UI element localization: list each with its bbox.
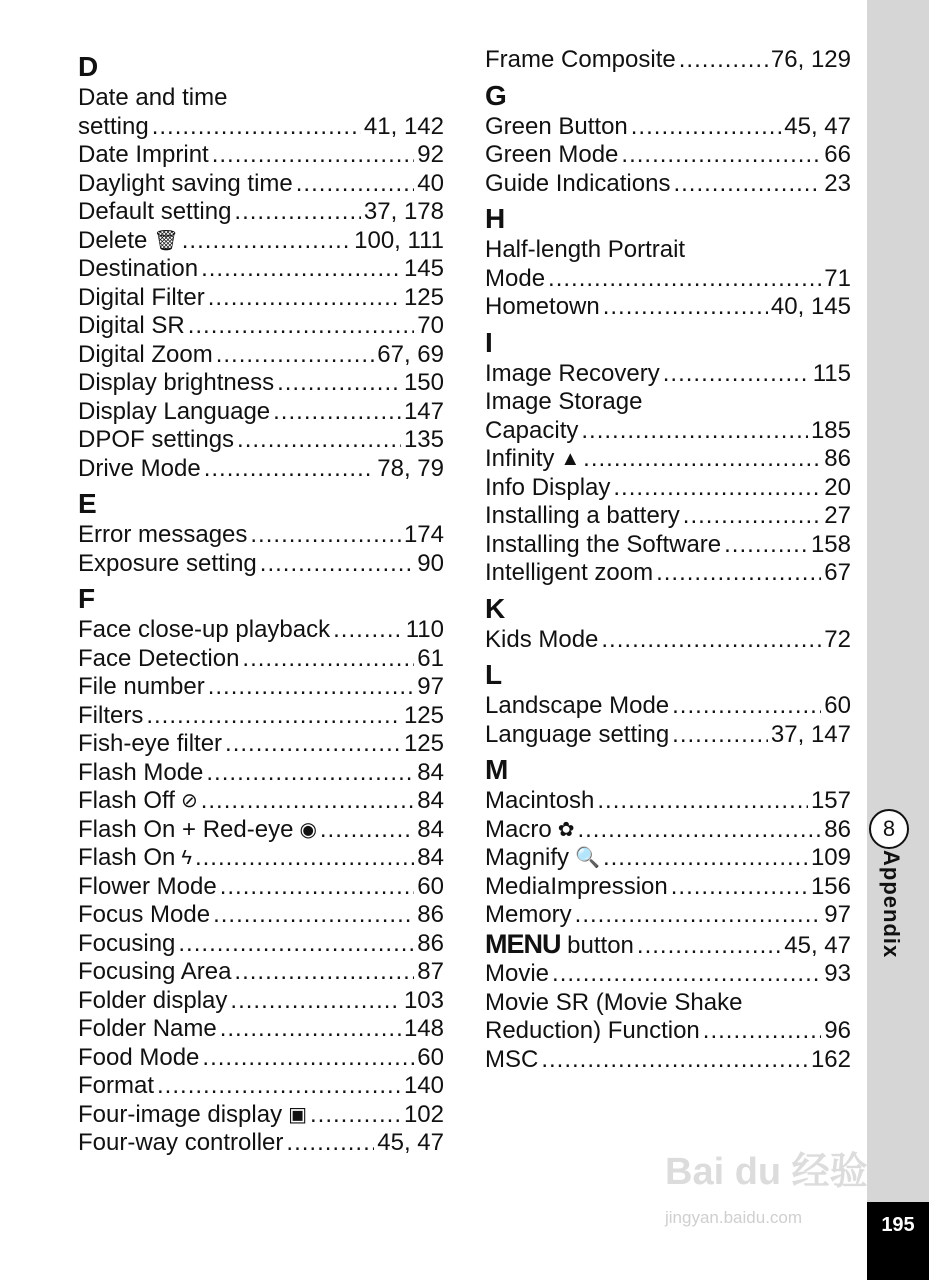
entry-name: Exposure setting — [78, 549, 257, 577]
entry-icon: 🔍 — [575, 847, 600, 869]
entry-name: Error messages — [78, 521, 248, 548]
index-entry — [485, 901, 851, 930]
entry-pages: 97 — [417, 673, 444, 700]
entry-name: Landscape Mode — [485, 692, 670, 719]
entry-pages: 125 — [403, 283, 444, 311]
entry-pages: 100, 111 — [354, 226, 444, 254]
index-entry — [78, 312, 444, 341]
entry-name: Capacity — [485, 416, 579, 444]
leader-dots — [683, 502, 822, 531]
leader-dots — [601, 626, 821, 655]
section-letter-h: H — [485, 203, 506, 234]
chapter-sidebar — [867, 0, 929, 1280]
index-entry — [485, 1017, 851, 1046]
entry-pages: 185 — [810, 416, 851, 444]
section-letter-k: K — [485, 592, 506, 624]
leader-dots — [583, 445, 821, 474]
index-entry — [485, 930, 851, 961]
entry-name: Digital Zoom — [78, 340, 213, 368]
menu-label: MENU — [485, 928, 561, 959]
entry-name: MSC — [485, 1045, 539, 1073]
index-entry — [485, 559, 851, 588]
index-entry — [78, 1044, 444, 1073]
leader-dots — [230, 987, 401, 1016]
entry-name: Reduction) Function — [485, 1017, 700, 1044]
section-letter-g: G — [485, 79, 507, 111]
page-number: 195 — [867, 1202, 929, 1280]
index-entry — [485, 816, 851, 845]
entry-name: Food Mode — [78, 1043, 200, 1071]
entry-name: Green Mode — [485, 141, 619, 168]
index-entry — [485, 626, 851, 655]
chapter-title: Appendix — [879, 850, 904, 959]
index-entry — [485, 787, 851, 816]
entry-name: Infinity — [485, 445, 555, 472]
entry-name: Language setting — [485, 720, 670, 748]
index-entry — [78, 369, 444, 398]
leader-dots — [552, 960, 821, 989]
entry-pages: 115 — [812, 359, 851, 387]
entry-icon: 🗑 — [153, 229, 179, 252]
index-entry — [78, 873, 444, 902]
index-entry — [78, 198, 444, 227]
entry-pages: 96 — [824, 1017, 851, 1044]
leader-dots — [260, 550, 415, 579]
chapter-number-badge: 8 — [869, 809, 909, 849]
leader-dots — [597, 787, 808, 816]
index-entry — [485, 960, 851, 989]
entry-pages: 86 — [824, 445, 851, 472]
entry-pages: 23 — [824, 169, 851, 197]
index-entry — [485, 360, 851, 389]
baidu-watermark — [665, 1140, 870, 1240]
entry-pages: 86 — [824, 815, 851, 843]
index-entry — [78, 227, 444, 256]
entry-pages: 66 — [824, 141, 851, 168]
entry-name: Folder display — [78, 986, 228, 1014]
section-letter-f: F — [78, 583, 96, 614]
entry-name: Four-image display — [78, 1100, 283, 1128]
entry-name: Face Detection — [78, 644, 240, 672]
entry-pages: 45, 47 — [784, 931, 851, 959]
entry-pages: 71 — [824, 264, 851, 292]
entry-pages: 125 — [403, 730, 444, 757]
entry-name: Focus Mode — [78, 901, 211, 928]
index-entry — [78, 901, 444, 930]
leader-dots — [613, 474, 821, 503]
entry-pages: 20 — [824, 473, 851, 501]
entry-name: Movie — [485, 960, 550, 987]
entry-pages: 40 — [417, 169, 444, 197]
index-entry — [78, 1072, 444, 1101]
entry-pages: 92 — [417, 141, 444, 168]
entry-name: Delete — [78, 226, 148, 254]
index-entry — [78, 673, 444, 702]
section-letter-i: I — [485, 326, 493, 358]
entry-pages: 84 — [417, 815, 444, 843]
leader-dots — [672, 692, 821, 721]
entry-pages: 60 — [824, 692, 851, 719]
index-entry — [485, 692, 851, 721]
leader-dots — [631, 113, 782, 142]
entry-name: Daylight saving time — [78, 169, 293, 197]
leader-dots — [178, 930, 414, 959]
entry-name: Intelligent zoom — [485, 559, 654, 586]
index-entry — [78, 816, 444, 845]
entry-pages: 27 — [824, 502, 851, 529]
entry-pages: 37, 147 — [770, 720, 851, 748]
index-entry — [78, 455, 444, 484]
entry-name: Flash On — [78, 844, 176, 871]
leader-dots — [201, 255, 401, 284]
leader-dots — [541, 1046, 808, 1075]
leader-dots — [333, 616, 403, 645]
leader-dots — [237, 426, 401, 455]
leader-dots — [213, 901, 414, 930]
entry-name: Half-length Portrait — [485, 236, 686, 263]
leader-dots — [277, 369, 401, 398]
index-entry — [78, 426, 444, 455]
leader-dots — [220, 873, 415, 902]
entry-name: Focusing Area — [78, 958, 232, 985]
leader-dots — [603, 293, 768, 322]
entry-name: Display Language — [78, 397, 271, 425]
leader-dots — [220, 1015, 401, 1044]
entry-name: Macro — [485, 815, 552, 843]
entry-pages: 147 — [403, 397, 444, 425]
leader-dots — [320, 816, 414, 845]
leader-dots — [273, 398, 401, 427]
watermark-brand: Bai du 经验 — [665, 1151, 868, 1193]
leader-dots — [673, 170, 821, 199]
entry-pages: 162 — [810, 1045, 851, 1073]
index-entry — [78, 1101, 444, 1130]
index-entry — [78, 255, 444, 284]
entry-pages: 148 — [403, 1015, 444, 1042]
index-entry — [78, 958, 444, 987]
entry-pages: 70 — [417, 312, 444, 339]
index-entry — [485, 236, 851, 265]
index-entry — [78, 141, 444, 170]
entry-pages: 135 — [403, 426, 444, 453]
entry-pages: 93 — [824, 960, 851, 987]
entry-pages: 60 — [417, 1043, 444, 1071]
entry-pages: 156 — [810, 872, 851, 900]
entry-name: Face close-up playback — [78, 616, 331, 643]
index-entry — [485, 844, 851, 873]
entry-pages: 86 — [417, 929, 444, 957]
leader-dots — [204, 455, 375, 484]
entry-name: Flower Mode — [78, 872, 217, 900]
entry-pages: 97 — [824, 901, 851, 928]
leader-dots — [671, 873, 808, 902]
entry-name: Fish-eye filter — [78, 730, 223, 757]
index-entry — [78, 616, 444, 645]
entry-name: Default setting — [78, 198, 232, 225]
entry-name: Four-way controller — [78, 1129, 284, 1156]
entry-pages: 61 — [417, 644, 444, 672]
entry-pages: 90 — [417, 549, 444, 577]
entry-name: Green Button — [485, 112, 628, 140]
entry-pages: 174 — [403, 521, 444, 548]
entry-pages: 67, 69 — [377, 340, 444, 368]
entry-name: Kids Mode — [485, 625, 599, 653]
entry-name: Flash Mode — [78, 758, 204, 786]
entry-pages: 145 — [403, 255, 444, 282]
leader-dots — [286, 1129, 374, 1158]
index-entry — [485, 388, 851, 417]
index-entry — [485, 445, 851, 474]
entry-icon: ▲ — [560, 448, 581, 470]
leader-dots — [152, 113, 361, 142]
entry-name: Movie SR (Movie Shake — [485, 988, 743, 1016]
leader-dots — [310, 1101, 401, 1130]
index-entry — [78, 1129, 444, 1158]
entry-name: Date Imprint — [78, 141, 209, 168]
entry-pages: 87 — [417, 958, 444, 985]
index-entry — [78, 787, 444, 816]
leader-dots — [575, 901, 822, 930]
entry-name: button — [567, 931, 634, 959]
index-entry — [78, 398, 444, 427]
entry-pages: 37, 178 — [363, 198, 444, 225]
leader-dots — [679, 46, 768, 75]
index-entry — [78, 284, 444, 313]
entry-icon: ▣ — [288, 1103, 307, 1126]
index-column-right — [485, 46, 851, 1074]
entry-name: Filters — [78, 701, 144, 729]
index-entry — [78, 987, 444, 1016]
index-entry — [78, 645, 444, 674]
leader-dots — [182, 227, 351, 256]
leader-dots — [225, 730, 401, 759]
entry-name: setting — [78, 112, 149, 140]
section-letter-l: L — [485, 659, 503, 690]
entry-pages: 103 — [403, 986, 444, 1014]
entry-name: Digital Filter — [78, 283, 205, 311]
leader-dots — [656, 559, 821, 588]
entry-icon: ⊘ — [180, 790, 198, 812]
index-entry — [485, 474, 851, 503]
entry-name: Mode — [485, 264, 546, 292]
index-entry — [485, 141, 851, 170]
leader-dots — [242, 645, 414, 674]
leader-dots — [195, 844, 414, 873]
entry-pages: 158 — [810, 530, 851, 558]
entry-pages: 110 — [405, 616, 444, 643]
index-entry — [78, 930, 444, 959]
entry-pages: 76, 129 — [770, 46, 851, 73]
entry-pages: 150 — [403, 369, 444, 396]
index-entry — [485, 989, 851, 1018]
entry-name: Image Recovery — [485, 359, 660, 387]
entry-pages: 84 — [417, 844, 444, 871]
leader-dots — [234, 198, 361, 227]
section-letter-e: E — [78, 488, 97, 519]
entry-name: Info Display — [485, 473, 611, 501]
entry-name: Drive Mode — [78, 454, 201, 482]
index-entry — [78, 550, 444, 579]
entry-pages: 157 — [810, 787, 851, 814]
entry-name: Installing the Software — [485, 530, 722, 558]
entry-name: Digital SR — [78, 312, 185, 339]
leader-dots — [548, 265, 821, 294]
index-entry — [78, 844, 444, 873]
index-column-left — [78, 46, 444, 1158]
entry-name: Destination — [78, 255, 199, 282]
entry-name: Installing a battery — [485, 502, 680, 529]
leader-dots — [212, 141, 415, 170]
index-entry — [485, 721, 851, 750]
entry-name: Frame Composite — [485, 46, 676, 73]
leader-dots — [146, 702, 401, 731]
entry-icon: ◉ — [299, 818, 317, 841]
entry-name: Image Storage — [485, 388, 643, 415]
leader-dots — [201, 787, 415, 816]
leader-dots — [724, 531, 808, 560]
index-entry — [485, 873, 851, 902]
entry-name: Macintosh — [485, 787, 595, 814]
index-entry — [78, 113, 444, 142]
entry-pages: 45, 47 — [377, 1129, 444, 1156]
leader-dots — [581, 417, 808, 446]
leader-dots — [202, 1044, 414, 1073]
leader-dots — [157, 1072, 401, 1101]
entry-pages: 125 — [403, 701, 444, 729]
entry-pages: 109 — [810, 844, 851, 871]
index-entry — [78, 84, 444, 113]
entry-name: Folder Name — [78, 1015, 217, 1042]
entry-name: Flash On + Red-eye — [78, 815, 294, 843]
entry-icon: ϟ — [181, 847, 192, 869]
index-entry — [78, 521, 444, 550]
index-entry — [78, 341, 444, 370]
entry-name: Flash Off — [78, 787, 175, 814]
index-entry — [78, 702, 444, 731]
entry-pages: 86 — [417, 901, 444, 928]
leader-dots — [234, 958, 414, 987]
index-entry — [485, 502, 851, 531]
leader-dots — [703, 1017, 822, 1046]
index-entry — [78, 1015, 444, 1044]
entry-pages: 67 — [824, 559, 851, 586]
leader-dots — [216, 341, 375, 370]
entry-name: File number — [78, 673, 205, 700]
section-letter-d: D — [78, 51, 99, 82]
index-entry — [485, 113, 851, 142]
entry-pages: 41, 142 — [363, 112, 444, 140]
entry-pages: 60 — [417, 872, 444, 900]
index-entry — [485, 46, 851, 75]
leader-dots — [621, 141, 821, 170]
entry-pages: 78, 79 — [377, 454, 444, 482]
section-letter-m: M — [485, 754, 509, 785]
leader-dots — [577, 816, 821, 845]
entry-pages: 102 — [403, 1100, 444, 1128]
entry-pages: 40, 145 — [770, 293, 851, 320]
leader-dots — [603, 844, 808, 873]
index-entry — [485, 417, 851, 446]
leader-dots — [250, 521, 401, 550]
leader-dots — [206, 759, 414, 788]
entry-pages: 84 — [417, 787, 444, 814]
index-entry — [78, 759, 444, 788]
index-entry — [485, 293, 851, 322]
index-entry — [485, 1046, 851, 1075]
leader-dots — [208, 673, 415, 702]
entry-name: Guide Indications — [485, 169, 671, 197]
index-entry — [485, 170, 851, 199]
index-entry — [485, 265, 851, 294]
entry-name: Memory — [485, 901, 572, 928]
entry-name: Magnify — [485, 844, 570, 871]
leader-dots — [296, 170, 415, 199]
leader-dots — [663, 360, 810, 389]
index-entry — [485, 531, 851, 560]
entry-name: Date and time — [78, 84, 228, 111]
index-entry — [78, 170, 444, 199]
entry-pages: 72 — [824, 625, 851, 653]
entry-name: MediaImpression — [485, 872, 668, 900]
leader-dots — [208, 284, 401, 313]
entry-icon: ✿ — [557, 818, 575, 841]
leader-dots — [672, 721, 768, 750]
entry-name: Display brightness — [78, 369, 275, 396]
leader-dots — [637, 932, 781, 961]
entry-pages: 140 — [403, 1072, 444, 1099]
entry-name: DPOF settings — [78, 426, 235, 453]
index-entry — [78, 730, 444, 759]
entry-name: Hometown — [485, 293, 600, 320]
entry-pages: 45, 47 — [784, 112, 851, 140]
watermark-url: jingyan.baidu.com — [665, 1208, 803, 1227]
entry-name: Format — [78, 1072, 155, 1099]
entry-pages: 84 — [417, 758, 444, 786]
entry-name: Focusing — [78, 929, 176, 957]
leader-dots — [188, 312, 415, 341]
